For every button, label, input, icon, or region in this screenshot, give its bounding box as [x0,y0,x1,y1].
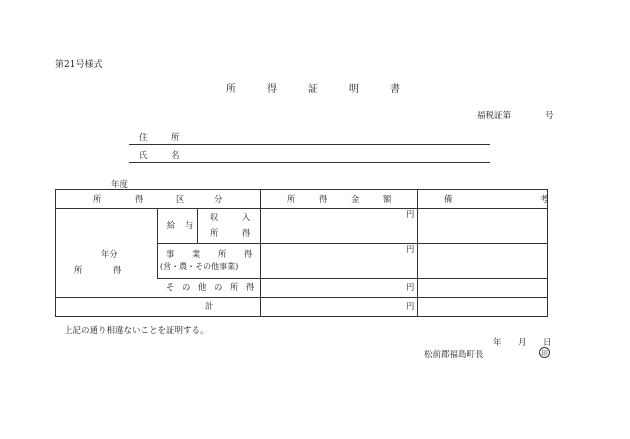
header-remarks-char: 備 [444,194,453,204]
document-title [226,80,431,95]
yen-unit: 円 [406,209,415,219]
title-char: 得 [267,84,277,95]
header-amount-char: 額 [383,194,392,204]
header-category-char: 所 [93,194,102,204]
date-day-char: 日 [543,338,552,348]
name-field [129,151,490,163]
seal-icon: 印 [539,347,550,358]
salary-revenue-char: 収 [210,212,219,222]
name-label-char: 氏 [139,151,148,161]
cert-number-suffix: 号 [545,111,554,121]
year-income-label: 年分 [101,249,118,259]
divider [56,297,547,298]
header-category-char: 得 [135,194,144,204]
business-income-char: 所 [218,249,227,259]
header-category-char: 区 [176,194,185,204]
salary-income-char: 所 [210,228,219,238]
salary-revenue-char: 入 [242,212,251,222]
issuer-name: 松前郡福島町長 [424,350,484,360]
business-income-subtypes: (営・農・その他事業) [160,262,239,271]
income-table [55,189,548,317]
divider [197,208,198,243]
address-label-char: 住 [139,133,148,143]
title-char: 明 [349,84,359,95]
name-label-char: 名 [171,151,180,161]
divider [157,278,547,279]
header-amount-char: 所 [287,194,296,204]
yen-unit: 円 [406,282,415,292]
address-field [129,133,490,145]
other-income-char: 得 [246,282,255,292]
yen-unit: 円 [406,301,415,311]
address-label-char: 所 [171,133,180,143]
salary-income-char: 得 [242,228,251,238]
divider [157,243,547,244]
salary-label-char: 給 [167,220,176,230]
date-year-char: 年 [493,338,502,348]
divider [56,208,547,209]
title-char: 所 [226,84,236,95]
income-label-char: 所 [74,265,83,275]
other-income-char: そ [166,282,175,292]
income-label-char: 得 [113,265,122,275]
other-income-char: 所 [230,282,239,292]
fiscal-year-label: 年度 [111,180,129,190]
other-income-char: 他 [198,282,207,292]
title-char: 証 [308,84,318,95]
date-month-char: 月 [518,338,527,348]
total-label: 計 [205,301,214,311]
form-number: 第21号様式 [55,60,103,70]
salary-label-char: 与 [185,220,194,230]
cert-number-prefix: 福税証第 [477,111,512,121]
header-remarks-char: 考 [540,194,549,204]
other-income-char: の [214,282,223,292]
other-income-char: の [182,282,191,292]
certificate-number [477,109,554,121]
header-amount-char: 金 [351,194,360,204]
business-income-char: 業 [192,249,201,259]
header-category-char: 分 [214,194,223,204]
yen-unit: 円 [406,244,415,254]
date-line [493,336,568,348]
title-char: 書 [390,84,400,95]
business-income-char: 事 [166,249,175,259]
business-income-char: 得 [244,249,253,259]
certification-statement: 上記の通り相違ないことを証明する。 [64,326,209,336]
header-amount-char: 得 [319,194,328,204]
